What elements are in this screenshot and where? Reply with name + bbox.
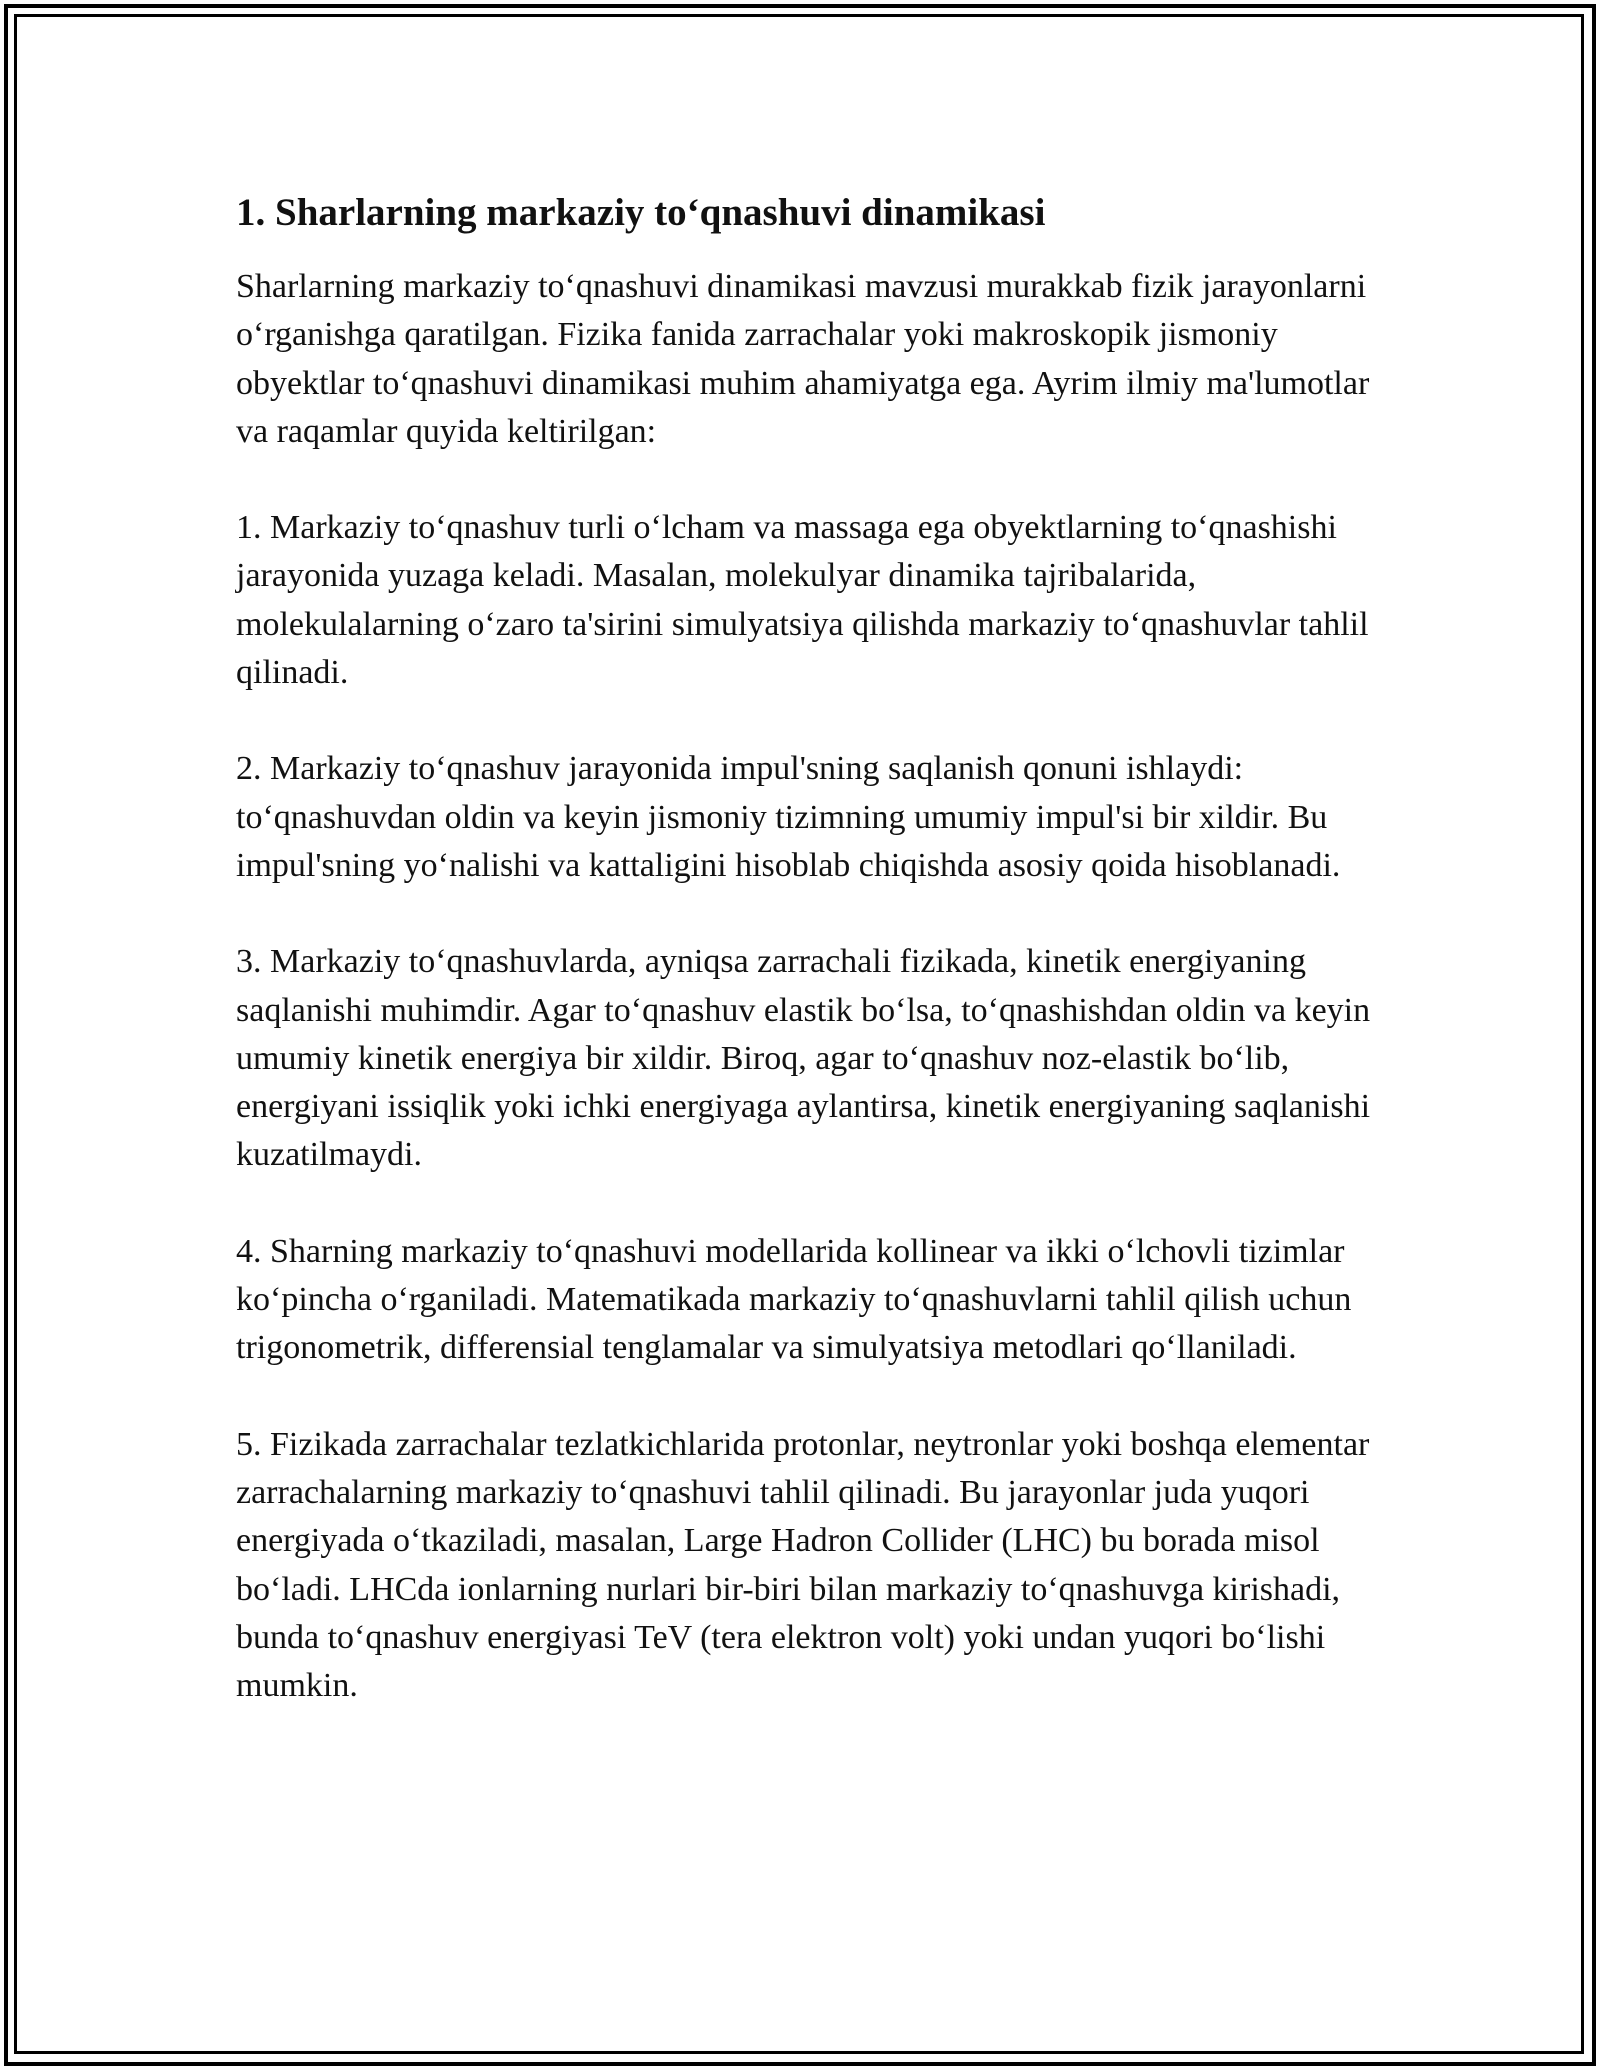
intro-paragraph: Sharlarning markaziy to‘qnashuvi dinamikasi mavzusi murakkab fizik jarayonlarni o‘rganishga qaratilgan. Fizika fanida zarrachalar yoki makroskopik jismoniy obyektlar to‘qnashuvi dinamikasi muhim ahamiyatga ega. Ayrim ilmiy ma'lumotlar va raqamlar quyida keltirilgan: [236, 268, 1370, 450]
document-title: 1. Sharlarning markaziy to‘qnashuvi dinamikasi [236, 191, 1046, 234]
paragraph-point-4: 4. Sharning markaziy to‘qnashuvi modellarida kollinear va ikki o‘lchovli tizimlar ko‘pincha o‘rganiladi. Matematikada markaziy to‘qnashuvlarni tahlil qilish uchun trigonometrik, differensial tenglamalar va simulyatsiya metodlari qo‘llaniladi. [236, 1232, 1352, 1367]
document-body [236, 185, 1376, 1758]
paragraph-point-5: 5. Fizikada zarrachalar tezlatkichlarida protonlar, neytronlar yoki boshqa elementar zarrachalarning markaziy to‘qnashuvi tahlil qilinadi. Bu jarayonlar juda yuqori energiyada o‘tkaziladi, masalan, Large Hadron Collider (LHC) bu borada misol bo‘ladi. LHCda ionlarning nurlari bir-biri bilan markaziy to‘qnashuvga kirishadi, bunda to‘qnashuv energiyasi TeV (tera elektron volt) yoki undan yuqori bo‘lishi mumkin. [236, 1425, 1370, 1705]
paragraph-point-3: 3. Markaziy to‘qnashuvlarda, ayniqsa zarrachali fizikada, kinetik energiyaning saqlanishi muhimdir. Agar to‘qnashuv elastik bo‘lsa, to‘qnashishdan oldin va keyin umumiy kinetik energiya bir xildir. Biroq, agar to‘qnashuv noz-elastik bo‘lib, energiyani issiqlik yoki ichki energiyaga aylantirsa, kinetik energiyaning saqlanishi kuzatilmaydi. [236, 943, 1371, 1174]
paragraph-point-1: 1. Markaziy to‘qnashuv turli o‘lcham va massaga ega obyektlarning to‘qnashishi jarayonida yuzaga keladi. Masalan, molekulyar dinamika tajribalarida, molekulalarning o‘zaro ta'sirini simulyatsiya qilishda markaziy to‘qnashuvlar tahlil qilinadi. [236, 509, 1369, 692]
paragraph-point-2: 2. Markaziy to‘qnashuv jarayonida impul'sning saqlanish qonuni ishlaydi: to‘qnashuvdan oldin va keyin jismoniy tizimning umumiy impul'si bir xildir. Bu impul'sning yo‘nalishi va kattaligini hisoblab chiqishda asosiy qoida hisoblanadi. [236, 750, 1341, 884]
